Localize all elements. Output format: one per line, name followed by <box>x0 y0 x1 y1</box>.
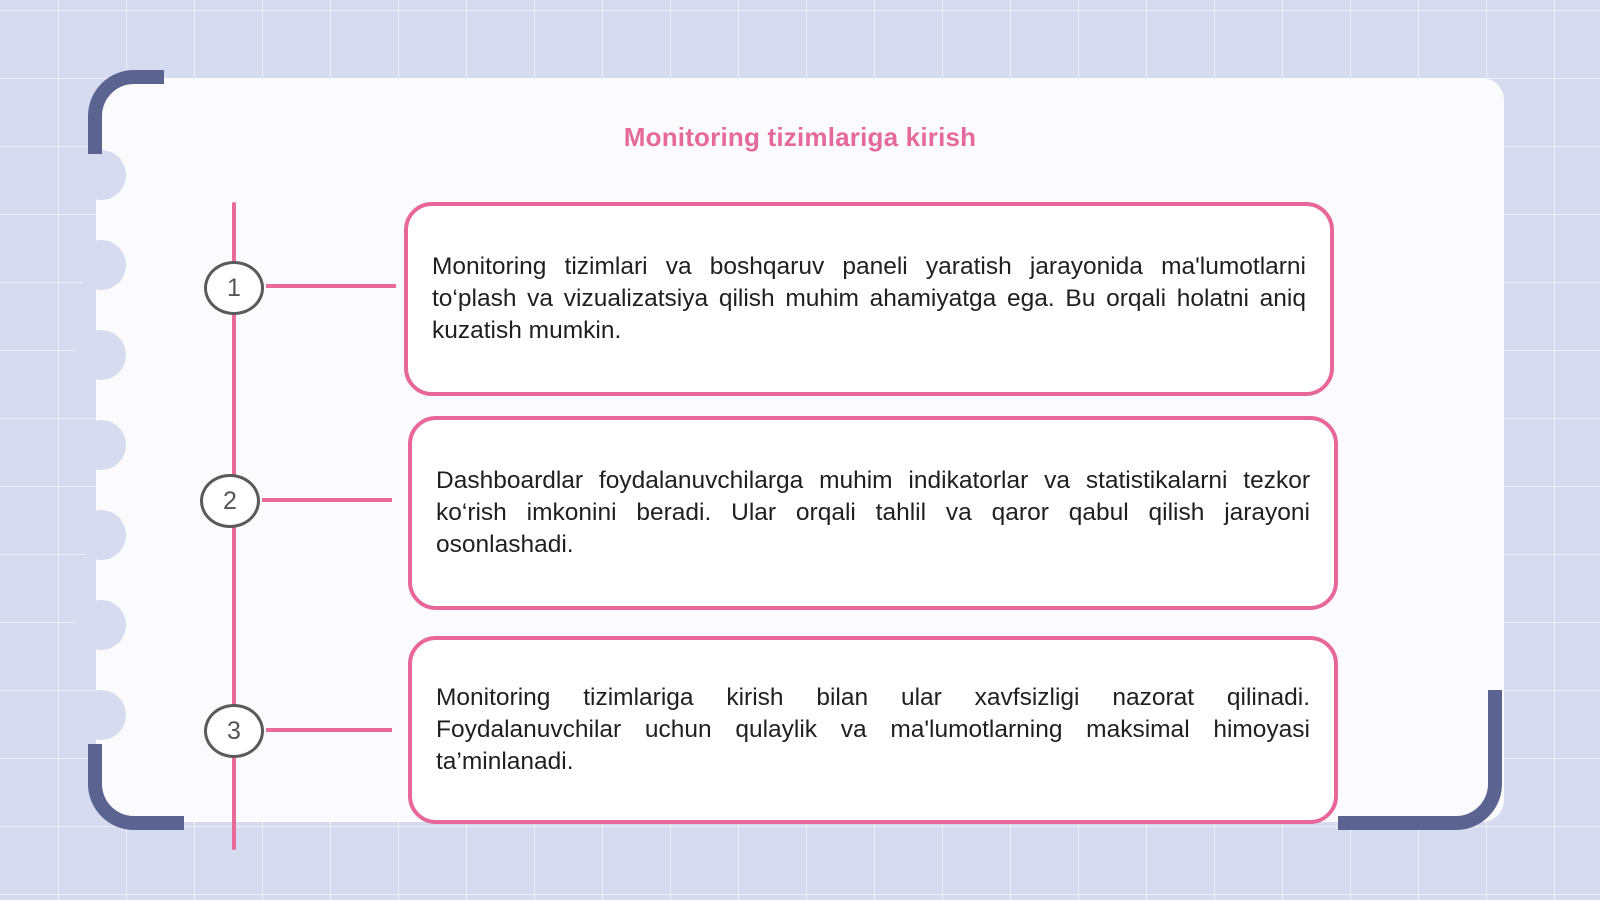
step-number-circle <box>200 474 260 528</box>
timeline-card-text: Monitoring tizimlariga kirish bilan ular xavfsizligi nazorat qilinadi. Foydalanuvchilar uchun qulaylik va ma'lumotlarning maksimal himoyasi ta’minlanadi. <box>436 684 1310 775</box>
slide-title: Monitoring tizimlariga kirish <box>623 122 977 152</box>
scallop-decoration <box>76 600 126 650</box>
timeline-card-text: Monitoring tizimlari va boshqaruv paneli yaratish jarayonida ma'lumotlarni to‘plash va vizualizatsiya qilish muhim ahamiyatga ega. Bu orqali holatni aniq kuzatish mumkin. <box>432 253 1306 344</box>
timeline-card <box>408 416 1338 610</box>
corner-bracket-bottom-left <box>88 744 184 830</box>
step-number: 2 <box>223 486 237 515</box>
step-number-circle <box>204 261 264 315</box>
scallop-decoration <box>76 330 126 380</box>
step-number: 3 <box>227 716 241 745</box>
timeline-connector <box>262 498 392 502</box>
timeline-card-text: Dashboardlar foydalanuvchilarga muhim indikatorlar va statistikalarni tezkor ko‘rish imkonini beradi. Ular orqali tahlil va qaror qabul qilish jarayoni osonlashadi. <box>436 467 1310 558</box>
timeline-connector <box>266 284 396 288</box>
timeline-card <box>404 202 1334 396</box>
step-number: 1 <box>227 273 241 302</box>
scallop-decoration <box>76 150 126 200</box>
corner-bracket-bottom-right <box>1338 690 1502 830</box>
scallop-decoration <box>76 240 126 290</box>
scallop-decoration <box>76 510 126 560</box>
scallop-decoration <box>76 420 126 470</box>
timeline-card <box>408 636 1338 824</box>
step-number-circle <box>204 704 264 758</box>
scallop-decoration <box>76 690 126 740</box>
timeline-connector <box>266 728 392 732</box>
